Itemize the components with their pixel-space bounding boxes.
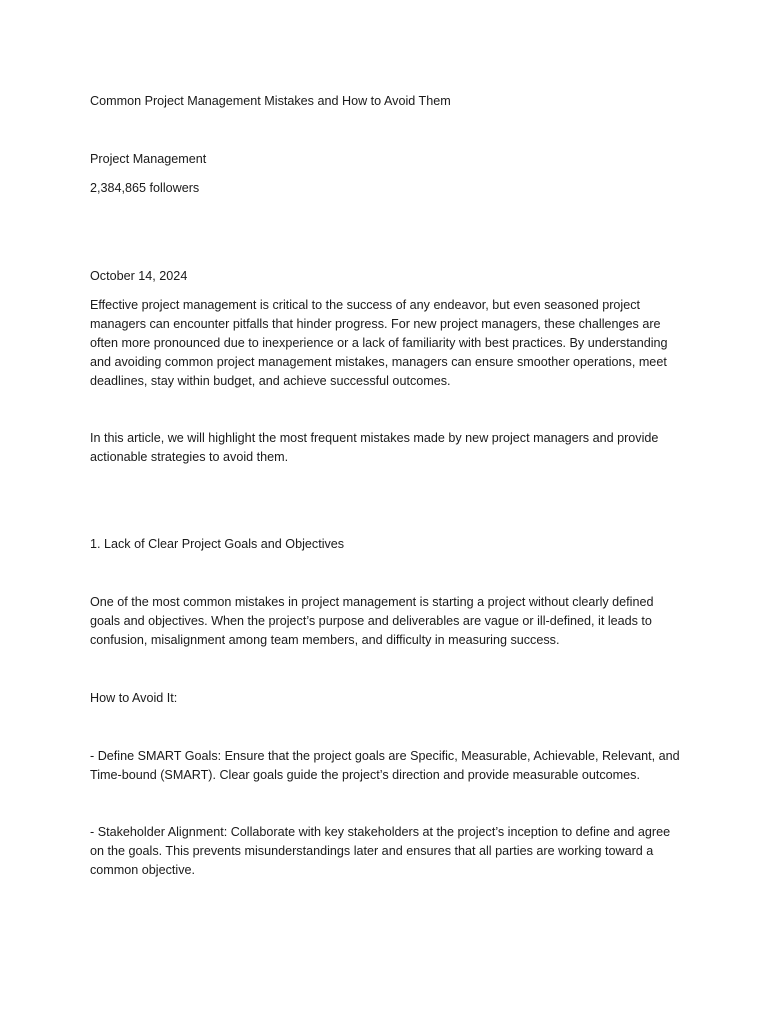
tip-stakeholder-alignment: - Stakeholder Alignment: Collaborate with key stakeholders at the project’s inception to define and agree on the goals. This prevents misunderstandings later and ensures that all parties are working toward a common objective. xyxy=(90,825,671,877)
intro-paragraph: Effective project management is critical to the success of any endeavor, but even seasoned project managers can encounter pitfalls that hinder progress. For new project managers, these challenges are often more pronounced due to inexperience or a lack of familiarity with best practices. By understanding and avoiding common project management mistakes, managers can ensure smoother operations, meet deadlines, stay within budget, and achieve successful outcomes. xyxy=(90,298,668,388)
author-name: Project Management xyxy=(90,152,207,166)
publish-date: October 14, 2024 xyxy=(90,269,188,283)
avoid-heading: How to Avoid It: xyxy=(90,691,178,705)
overview-paragraph: In this article, we will highlight the most frequent mistakes made by new project managers and provide actionable strategies to avoid them. xyxy=(90,431,659,464)
article-title: Common Project Management Mistakes and How to Avoid Them xyxy=(90,94,451,108)
section-heading: 1. Lack of Clear Project Goals and Objectives xyxy=(90,537,345,551)
author-followers: 2,384,865 followers xyxy=(90,181,200,195)
tip-smart-goals: - Define SMART Goals: Ensure that the project goals are Specific, Measurable, Achievable, Relevant, and Time-bound (SMART). Clear goals guide the project’s direction and provide measurable outcomes. xyxy=(90,749,680,782)
section-body: One of the most common mistakes in project management is starting a project without clearly defined goals and objectives. When the project’s purpose and deliverables are vague or ill-defined, it leads to confusion, misalignment among team members, and difficulty in measuring success. xyxy=(90,595,654,647)
